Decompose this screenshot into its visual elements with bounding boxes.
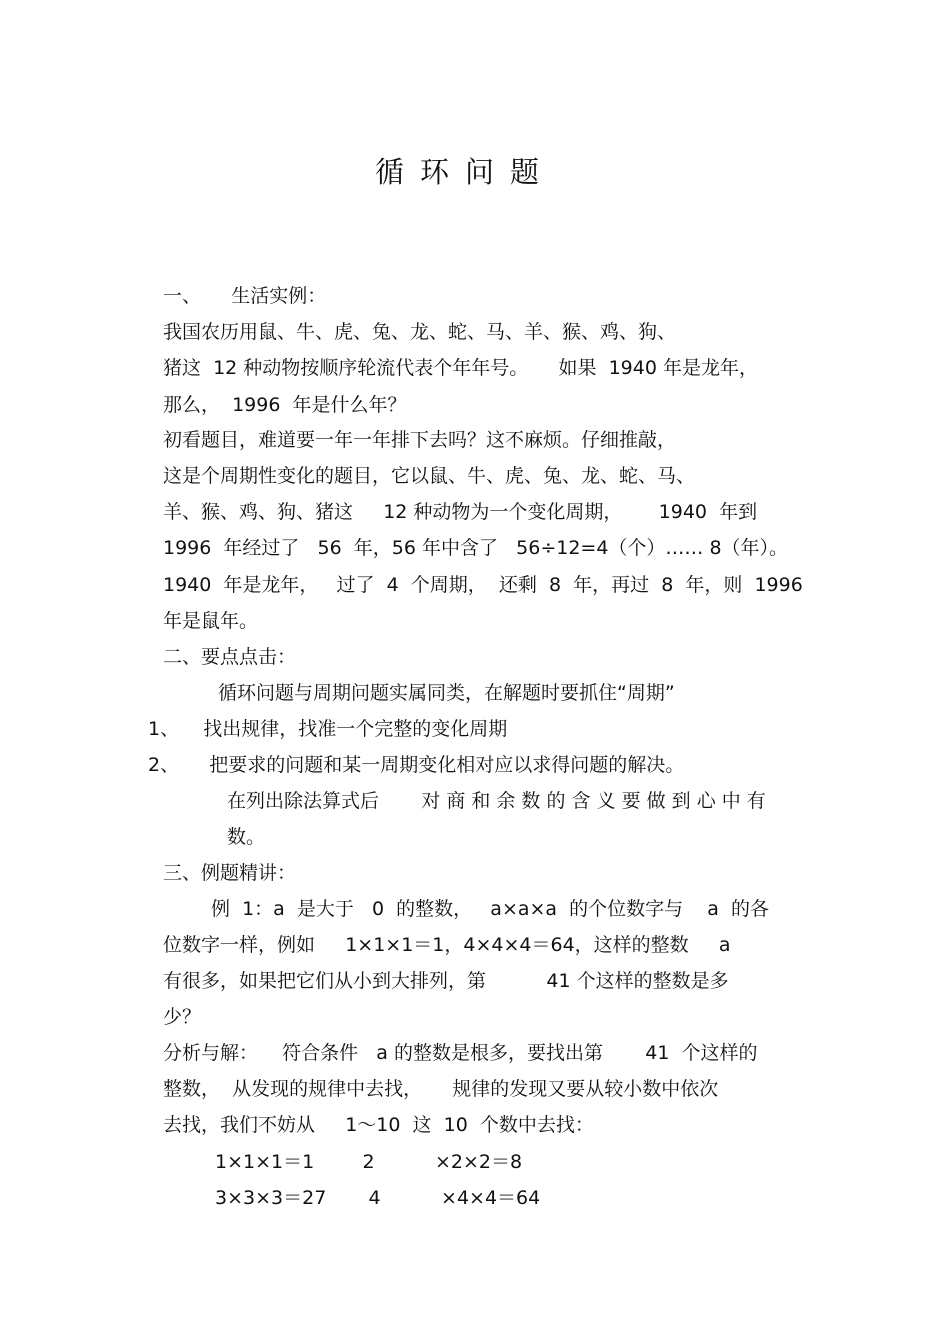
paragraph-line: 位数字一样，例如 1×1×1＝1，4×4×4＝64，这样的整数 a (163, 934, 731, 956)
paragraph-line: 在列出除法算式后 对 商 和 余 数 的 含 义 要 做 到 心 中 有 (227, 790, 766, 812)
paragraph-line: 少？ (163, 1006, 202, 1028)
paragraph-line: 年是鼠年。 (163, 610, 259, 632)
section-1-heading: 一、 生活实例： (163, 285, 327, 307)
paragraph-line: 数。 (227, 826, 266, 848)
paragraph-line: 有很多，如果把它们从小到大排列，第 41 个这样的整数是多 (163, 970, 729, 992)
paragraph-line: 猪这 12 种动物按顺序轮流代表个年年号。 如果 1940 年是龙年， (163, 357, 758, 379)
section-2-heading: 二、要点点击： (163, 646, 297, 668)
equation-line: 3×3×3＝27 4 ×4×4＝64 (215, 1187, 541, 1209)
section-3-heading: 三、例题精讲： (163, 862, 297, 884)
list-item: 2、 把要求的问题和某一周期变化相对应以求得问题的解决。 (148, 754, 685, 776)
paragraph-line: 羊、猴、鸡、狗、猪这 12 种动物为一个变化周期， 1940 年到 (163, 501, 758, 523)
paragraph-line: 1940 年是龙年， 过了 4 个周期， 还剩 8 年，再过 8 年，则 1996 (163, 574, 803, 596)
paragraph-line: 循环问题与周期问题实属同类，在解题时要抓住“周期” (218, 682, 675, 704)
paragraph-line: 我国农历用鼠、牛、虎、兔、龙、蛇、马、羊、猴、鸡、狗、 (163, 321, 677, 343)
paragraph-line: 这是个周期性变化的题目，它以鼠、牛、虎、兔、龙、蛇、马、 (163, 465, 696, 487)
paragraph-line: 去找，我们不妨从 1～10 这 10 个数中去找： (163, 1114, 594, 1136)
paragraph-line: 分析与解： 符合条件 a 的整数是根多，要找出第 41 个这样的 (163, 1042, 758, 1064)
paragraph-line: 那么， 1996 年是什么年？ (163, 394, 407, 416)
equation-line: 1×1×1＝1 2 ×2×2＝8 (215, 1151, 523, 1173)
list-item: 1、 找出规律，找准一个完整的变化周期 (148, 718, 508, 740)
document-title: 循环问题 (374, 155, 555, 189)
paragraph-line: 例 1：a 是大于 0 的整数， a×a×a 的个位数字与 a 的各 (211, 898, 770, 920)
paragraph-line: 1996 年经过了 56 年，56 年中含了 56÷12=4（个）…… 8（年）。 (163, 537, 789, 559)
paragraph-line: 整数， 从发现的规律中去找， 规律的发现又要从较小数中依次 (163, 1078, 719, 1100)
paragraph-line: 初看题目，难道要一年一年排下去吗？这不麻烦。仔细推敲， (163, 429, 677, 451)
